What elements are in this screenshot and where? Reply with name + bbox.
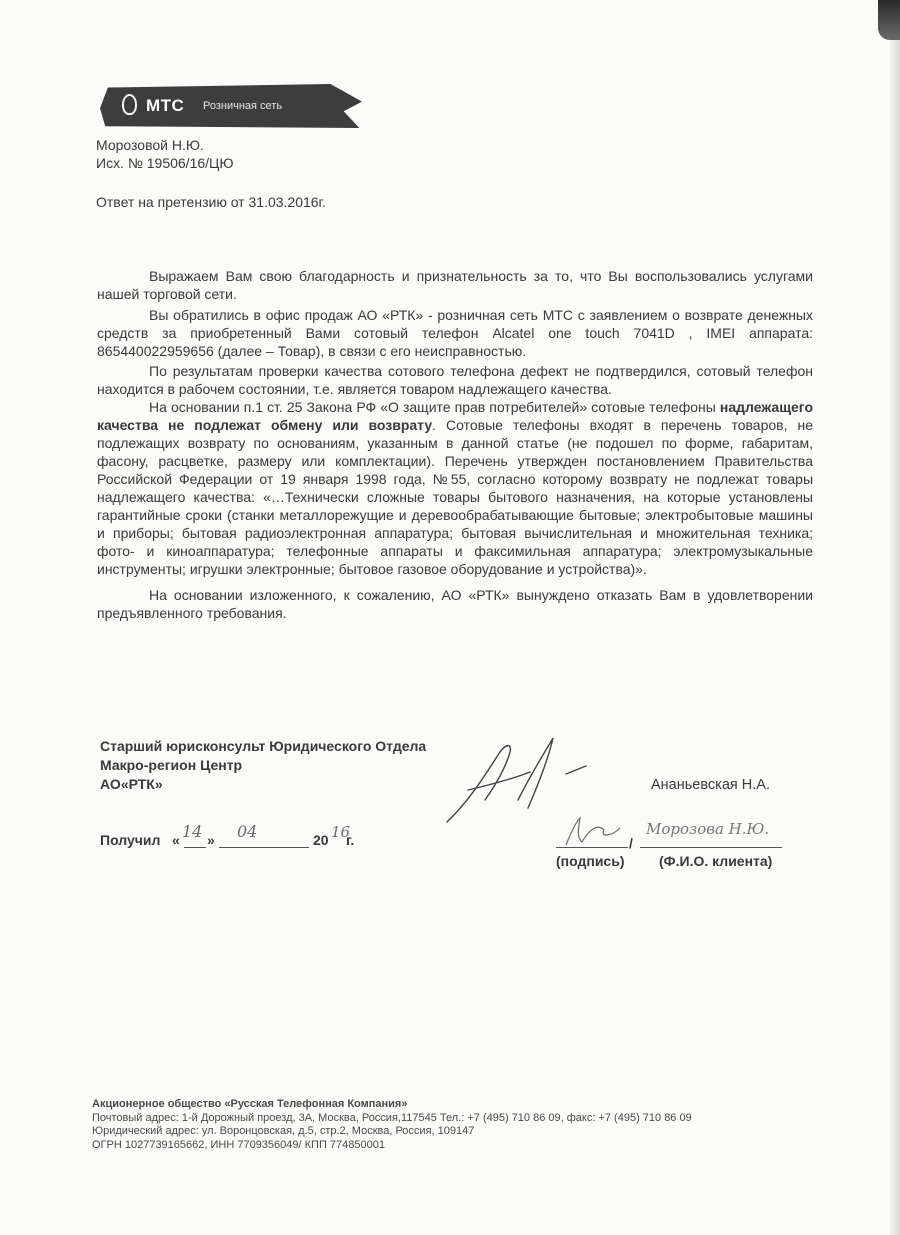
company-footer (92, 1098, 692, 1152)
bold-statement: надлежащего качества не подлежат обмену или возврату (97, 399, 813, 433)
paragraph-text: На основании п.1 ст. 25 Закона РФ «О защите прав потребителей» сотовые телефоны (149, 399, 720, 415)
signatory-region: Макро-регион Центр (100, 757, 243, 773)
footer-postal-address: Почтовый адрес: 1-й Дорожный проезд, 3А, Москва, Россия,117545 Тел.: +7 (495) 710 86 09, факс: +7 (495) 710 86 09 (92, 1111, 692, 1124)
client-name-handwritten: Морозова Н.Ю. (646, 820, 770, 838)
year-end: г. (346, 832, 355, 848)
signature-caption: (подпись) (556, 853, 625, 869)
signer-name: Ананьевская Н.А. (651, 777, 770, 793)
received-year[interactable]: 16 (331, 823, 351, 841)
paragraph-text: На основании изложенного, к сожалению, АО «РТК» вынуждено отказать Вам в удовлетворении предъявленного требования. (97, 587, 813, 621)
outgoing-number: Исх. № 19506/16/ЦЮ (96, 155, 234, 171)
logo-subtitle: Розничная сеть (203, 100, 283, 112)
paragraph-text: Вы обратились в офис продаж АО «РТК» - розничная сеть МТС с заявлением о возврате денежных средств за приобретенный Вами сотовый телефон Alcatel one touch 7041D , IMEI аппарата: 865440022959656 (далее – Товар), в связи с его неисправностью. (97, 307, 813, 359)
client-name-caption: (Ф.И.О. клиента) (659, 853, 773, 869)
footer-company: Акционерное общество «Русская Телефонная Компания» (92, 1098, 408, 1110)
year-prefix: 20 (313, 832, 329, 848)
paragraph-text: . Сотовые телефоны входят в перечень товаров, не подлежащих возврату по основаниям, указанным в данной статье (не подошел по форме, габаритам, фасону, расцветке, размеру или комплектации). Перечень утвержден постановлением Правительства Российской Федерации от 19 января 1998 года, №55, согласно которому возврату не подлежат товары надлежащего качества: «…Технически сложные товары бытового назначения, на которые установлены гарантийные сроки (станки металлорежущие и деревообрабатывающие бытовые; электробытовые машины и приборы; бытовая радиоэлектронная аппаратура; бытовая вычислительная и множительная техника; фото- и киноаппаратура; телефонные аппараты и факсимильная аппаратура; электромузыкальные инструменты; игрушки электронные; бытовое газовое оборудование и устройства)». (97, 417, 813, 577)
signatory-company: АО«РТК» (100, 776, 163, 792)
slash-separator: / (629, 835, 633, 851)
signatory-position: Старший юрисконсульт Юридического Отдела (100, 738, 427, 754)
received-label: Получил (100, 832, 161, 848)
logo-brand: МТС (146, 96, 185, 115)
footer-legal-address: Юридический адрес: ул. Воронцовская, д.5, стр.2, Москва, Россия, 109147 (92, 1125, 475, 1137)
received-day[interactable]: 14 (182, 822, 203, 841)
letter-subject: Ответ на претензию от 31.03.2016г. (96, 194, 326, 210)
close-quote: » (207, 832, 215, 848)
paragraph-text: Выражаем Вам свою благодарность и признательность за то, что Вы воспользовались услугами нашей торговой сети. (97, 268, 813, 302)
paragraph-text: По результатам проверки качества сотового телефона дефект не подтвердился, сотовый телефон находится в рабочем состоянии, т.е. является товаром надлежащего качества. (97, 363, 813, 397)
recipient: Морозовой Н.Ю. (96, 137, 204, 153)
open-quote: « (172, 832, 180, 848)
received-month[interactable]: 04 (237, 822, 258, 841)
footer-registration-ids: ОГРН 1027739165662, ИНН 7709356049/ КПП 774850001 (92, 1138, 385, 1151)
